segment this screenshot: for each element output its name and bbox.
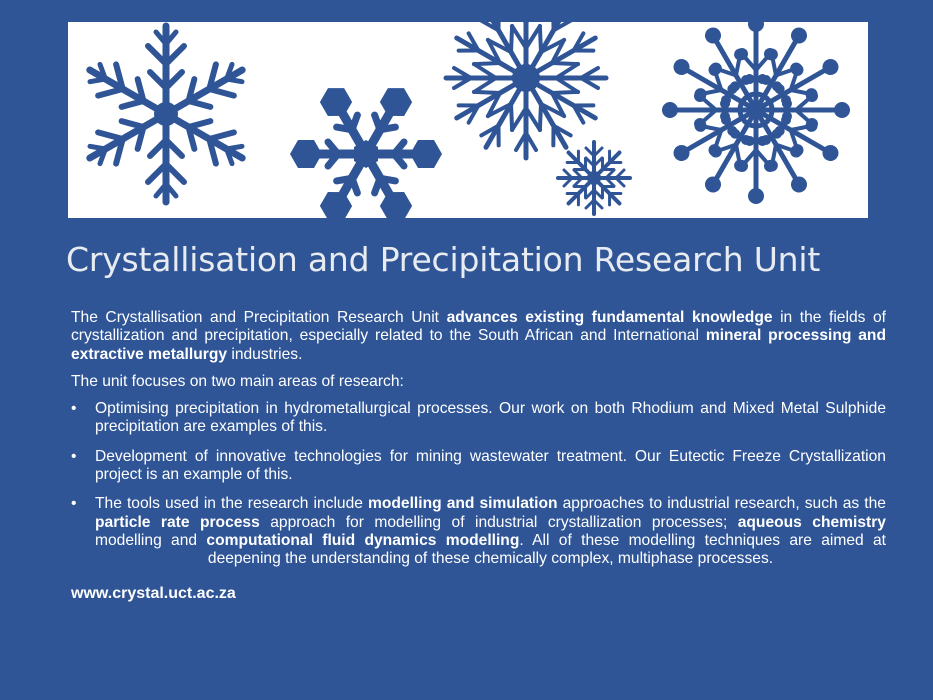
snowflake-banner: [68, 22, 868, 218]
website-link[interactable]: www.crystal.uct.ac.za: [71, 584, 236, 602]
list-item: [71, 400, 886, 437]
unit-title: Crystallisation and Precipitation Research Unit: [66, 240, 821, 279]
list-item-text: Development of innovative technologies for mining wastewater treatment. Our Eutectic Freeze Crystallization project is an example of this.: [95, 447, 886, 484]
list-item-text: Optimising precipitation in hydrometallurgical processes. Our work on both Rhodium and Mixed Metal Sulphide precipitation are examples of this.: [95, 400, 886, 436]
list-item-text: . All of these modelling techniques are aimed at deepening the understanding of these chemically complex, multiphase processes.: [207, 531, 886, 568]
snowflake-icon: [662, 22, 850, 204]
focus-statement: The unit focuses on two main areas of research:: [71, 372, 404, 390]
list-item-text: approach for modelling of industrial crystallization processes;: [259, 513, 738, 531]
intro-emphasis-knowledge: advances existing fundamental knowledge: [446, 309, 773, 326]
list-item-text: modelling and: [95, 531, 207, 549]
intro-text: in the fields of crystallization and precipitation, especially related to the South African and International: [71, 309, 886, 345]
intro-text: The Crystallisation and Precipitation Research Unit: [71, 309, 447, 326]
intro-emphasis-industries: mineral processing and extractive metallurgy: [71, 327, 886, 363]
list-item-emphasis: computational fluid dynamics modelling: [206, 531, 520, 549]
content-body: [71, 309, 886, 603]
snowflake-icon: [290, 81, 442, 218]
bullet-marker: •: [71, 495, 77, 513]
list-item-emphasis: particle rate process: [95, 513, 260, 531]
bullet-marker: •: [71, 400, 77, 418]
list-item: [71, 495, 886, 568]
snowflake-icon: [446, 22, 606, 158]
list-item-emphasis: aqueous chemistry: [737, 513, 886, 531]
snowflake-icon: [558, 142, 630, 214]
list-item-emphasis: modelling and simulation: [368, 495, 558, 513]
research-areas-list: [71, 400, 886, 568]
intro-text: industries.: [227, 345, 303, 363]
bullet-marker: •: [71, 447, 77, 465]
list-item-text: The tools used in the research include: [95, 495, 369, 513]
list-item: [71, 448, 886, 485]
snowflake-icon: [81, 26, 251, 202]
list-item-text: approaches to industrial research, such as the: [557, 495, 886, 513]
intro-paragraph: [71, 309, 886, 364]
